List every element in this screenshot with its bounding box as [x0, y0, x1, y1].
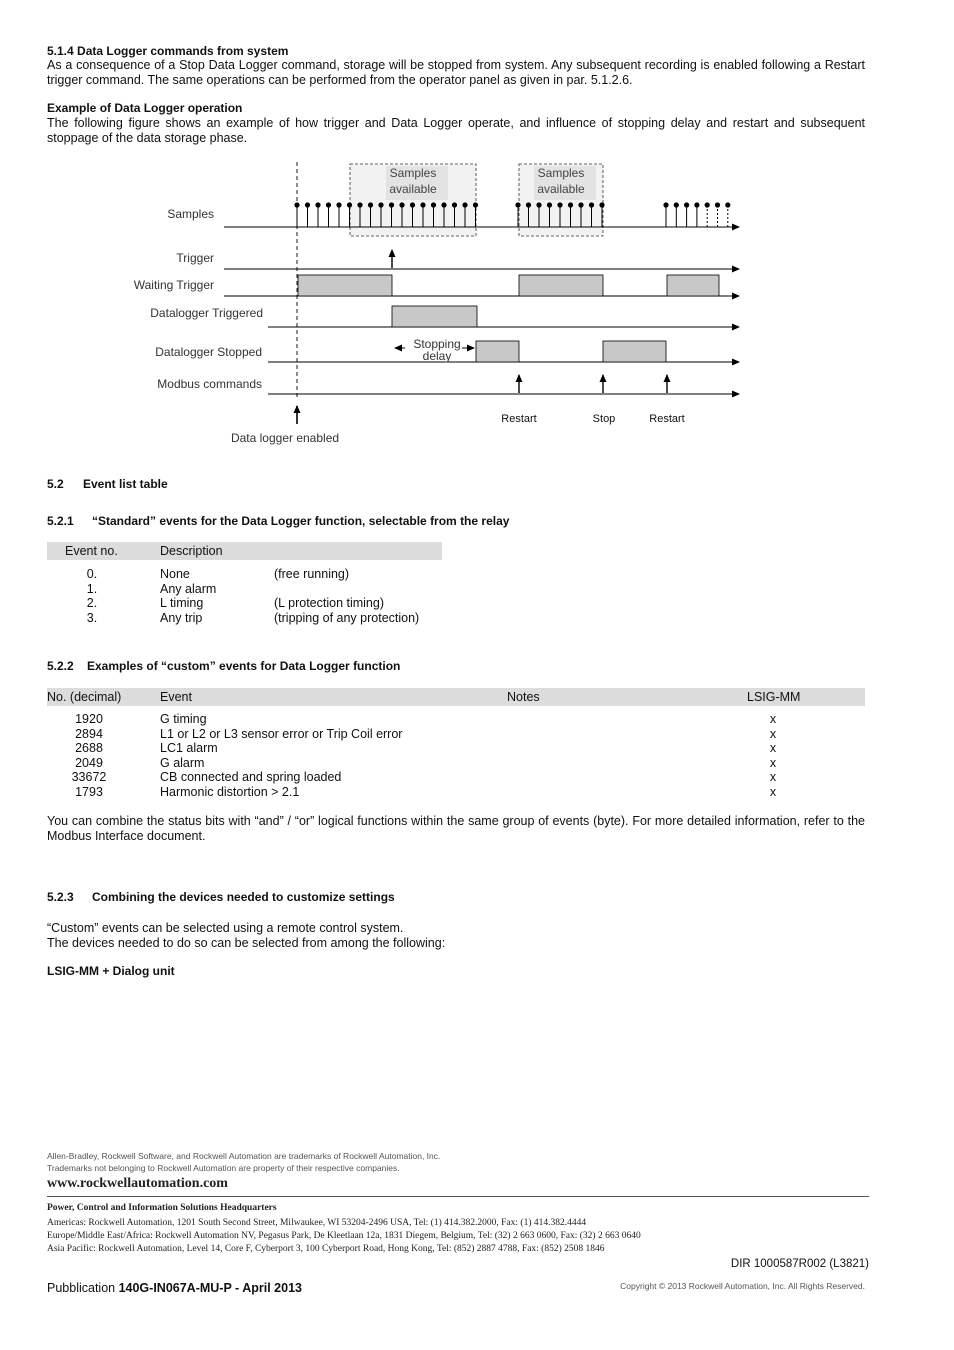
samples-available-label-2a: Samples [537, 166, 585, 180]
event-note-cell: (tripping of any protection) [274, 610, 420, 625]
custom-event-cell: LC1 alarm [160, 741, 218, 755]
restart-label-1: Restart [501, 413, 537, 425]
sample-dot [410, 202, 415, 207]
footer-hq-apac: Asia Pacific: Rockwell Automation, Level 14, Core F, Cyberport 3, 100 Cyberport Road, Hong Kong, Tel: (852) 2887 4788, Fax: (852) 2508 1846 [47, 1244, 605, 1254]
custom-lsig-mark-cell: x [769, 784, 777, 799]
example-heading: Example of Data Logger operation [47, 101, 243, 115]
label-trigger: Trigger [176, 251, 214, 265]
footer-trademark-1: Allen-Bradley, Rockwell Software, and Rockwell Automation are trademarks of Rockwell Automation, Inc. [47, 1151, 441, 1161]
footer-pub-code: 140G-IN067A-MU-P - April 2013 [118, 1281, 302, 1295]
sample-dot [568, 202, 573, 207]
custom-lsig-mark-cell: x [769, 755, 777, 770]
sample-dot [378, 202, 383, 207]
sample-dot [389, 202, 394, 207]
custom-event-cell: G timing [160, 712, 207, 726]
section-num-5-2-3: 5.2.3 [47, 890, 74, 904]
label-datalogger-triggered: Datalogger Triggered [150, 306, 263, 320]
restart-label-2: Restart [649, 413, 685, 425]
footer-url: www.rockwellautomation.com [47, 1176, 228, 1191]
footer-dir: DIR 1000587R002 (L3821) [730, 1258, 869, 1270]
sample-dot [515, 202, 520, 207]
event-note-cell: (L protection timing) [274, 596, 384, 610]
custom-no-cell: 1920 [75, 712, 103, 726]
stopped-pulse-1 [476, 341, 519, 362]
sample-dot [315, 202, 320, 207]
footer-trademark-2: Trademarks not belonging to Rockwell Automation are property of their respective companies. [47, 1163, 400, 1173]
sample-dot [441, 202, 446, 207]
sample-dot [578, 202, 583, 207]
combine-text: You can combine the status bits with “and” / “or” logical functions within the same group of events (byte). For more detailed information, refer to the Modbus Interface document. [47, 814, 865, 843]
custom-events-header [47, 688, 865, 706]
header-description: Description [160, 544, 223, 558]
event-note-cell: (free running) [274, 567, 350, 581]
sample-dot [547, 202, 552, 207]
triggered-pulse [392, 306, 477, 327]
sample-dot [347, 202, 352, 207]
sample-dot [452, 202, 457, 207]
custom-lsig-mark-cell: x [769, 741, 777, 755]
waiting-pulse-2 [519, 275, 603, 296]
event-no-cell: 1. [86, 581, 98, 596]
section-heading-5-1-4: 5.1.4 Data Logger commands from system [47, 44, 289, 58]
sample-dot [589, 202, 594, 207]
sample-dot [294, 202, 299, 207]
footer-hq-americas: Americas: Rockwell Automation, 1201 South Second Street, Milwaukee, WI 53204-2496 USA, Tel: (1) 414.382.2000, Fax: (1) 414.382.4444 [47, 1218, 587, 1228]
sample-dot [663, 202, 668, 207]
timing-diagram [0, 150, 954, 450]
section-text-5-1-4: As a consequence of a Stop Data Logger command, storage will be stopped from system. Any subsequent recording is enabled following a Restart trigger command. The same operations can be performed from the operator panel as given in par. 5.1.2.6. [47, 58, 865, 87]
event-description-cell: None [160, 567, 190, 581]
waiting-pulse-3 [667, 275, 719, 296]
header-notes: Notes [507, 690, 540, 704]
sample-dot [473, 202, 478, 207]
samples-available-label-1b: available [389, 182, 437, 196]
custom-no-cell: 2894 [75, 726, 103, 741]
device-option: LSIG-MM + Dialog unit [47, 964, 175, 978]
custom-event-cell: Harmonic distortion > 2.1 [160, 784, 300, 799]
stopping-delay-label-b: delay [422, 349, 452, 363]
section-title-5-2-2: Examples of “custom” events for Data Logger function [87, 659, 401, 673]
label-samples: Samples [167, 207, 214, 221]
sample-dot [336, 202, 341, 207]
header-event-no: Event no. [65, 544, 118, 558]
label-modbus-commands: Modbus commands [157, 377, 262, 391]
custom-no-cell: 1793 [75, 784, 103, 799]
sample-dot [462, 202, 467, 207]
event-no-cell: 3. [86, 610, 98, 625]
stopped-pulse-2 [603, 341, 666, 362]
sample-dot [305, 202, 310, 207]
sample-dot [399, 202, 404, 207]
sample-dot [420, 202, 425, 207]
custom-lsig-mark-cell: x [769, 712, 777, 726]
header-lsig-mm: LSIG-MM [747, 690, 801, 704]
event-no-cell: 0. [86, 567, 98, 581]
sample-dot [705, 202, 710, 207]
example-text: The following figure shows an example of how trigger and Data Logger operate, and influence of stopping delay and restart and subsequent stoppage of the data storage phase. [47, 116, 865, 145]
label-datalogger-stopped: Datalogger Stopped [155, 345, 262, 359]
sample-dot [357, 202, 362, 207]
sample-dot [557, 202, 562, 207]
section-title-5-2-1: “Standard” events for the Data Logger function, selectable from the relay [92, 514, 510, 528]
custom-event-cell: L1 or L2 or L3 sensor error or Trip Coil error [160, 726, 403, 741]
footer-hq-emea: Europe/Middle East/Africa: Rockwell Automation NV, Pegasus Park, De Kleetlaan 12a, 1831 Diegem, Belgium, Tel: (32) 2 663 0600, Fax: (32) 2 663 0640 [47, 1231, 641, 1241]
event-no-cell: 2. [86, 596, 98, 610]
sample-dot [715, 202, 720, 207]
custom-lsig-mark-cell: x [769, 726, 777, 741]
event-description-cell: Any trip [160, 610, 203, 625]
footer-publication [47, 1281, 302, 1295]
custom-no-cell: 2688 [75, 741, 103, 755]
custom-lsig-mark-cell: x [769, 770, 777, 784]
section-num-5-2: 5.2 [47, 477, 64, 491]
waiting-pulse-1 [298, 275, 392, 296]
sample-dot [599, 202, 604, 207]
sample-dot [725, 202, 730, 207]
sample-dot [684, 202, 689, 207]
stop-label: Stop [592, 413, 616, 425]
sample-dot [326, 202, 331, 207]
section-title-5-2-3: Combining the devices needed to customize settings [92, 890, 395, 904]
custom-no-cell: 33672 [71, 770, 107, 784]
sample-dot [674, 202, 679, 207]
sample-dot [694, 202, 699, 207]
section-num-5-2-2: 5.2.2 [47, 659, 74, 673]
sample-dot [368, 202, 373, 207]
stopping-delay-label-a: Stopping [413, 337, 461, 351]
samples-available-label-1a: Samples [389, 166, 437, 180]
event-description-cell: L timing [160, 596, 204, 610]
sample-dot [526, 202, 531, 207]
label-waiting-trigger: Waiting Trigger [133, 278, 214, 292]
custom-text-line-2: The devices needed to do so can be selected from among the following: [47, 936, 446, 950]
footer-copyright: Copyright © 2013 Rockwell Automation, Inc. All Rights Reserved. [620, 1281, 865, 1291]
footer-pub-label: Pubblication [47, 1281, 119, 1295]
sample-ticks [294, 202, 730, 227]
custom-no-cell: 2049 [75, 755, 103, 770]
section-num-5-2-1: 5.2.1 [47, 514, 74, 528]
footer-divider [47, 1196, 869, 1197]
sample-dot [431, 202, 436, 207]
header-event: Event [160, 690, 192, 704]
sample-dot [536, 202, 541, 207]
custom-text-line-1: “Custom” events can be selected using a remote control system. [47, 921, 404, 935]
enabled-label: Data logger enabled [230, 431, 340, 445]
header-no-decimal: No. (decimal) [47, 690, 122, 704]
standard-events-header [47, 542, 442, 560]
event-description-cell: Any alarm [160, 581, 217, 596]
custom-event-cell: G alarm [160, 755, 205, 770]
samples-available-label-2b: available [537, 182, 585, 196]
footer-hq-title: Power, Control and Information Solutions Headquarters [47, 1203, 277, 1213]
custom-event-cell: CB connected and spring loaded [160, 770, 342, 784]
section-title-5-2: Event list table [83, 477, 168, 491]
